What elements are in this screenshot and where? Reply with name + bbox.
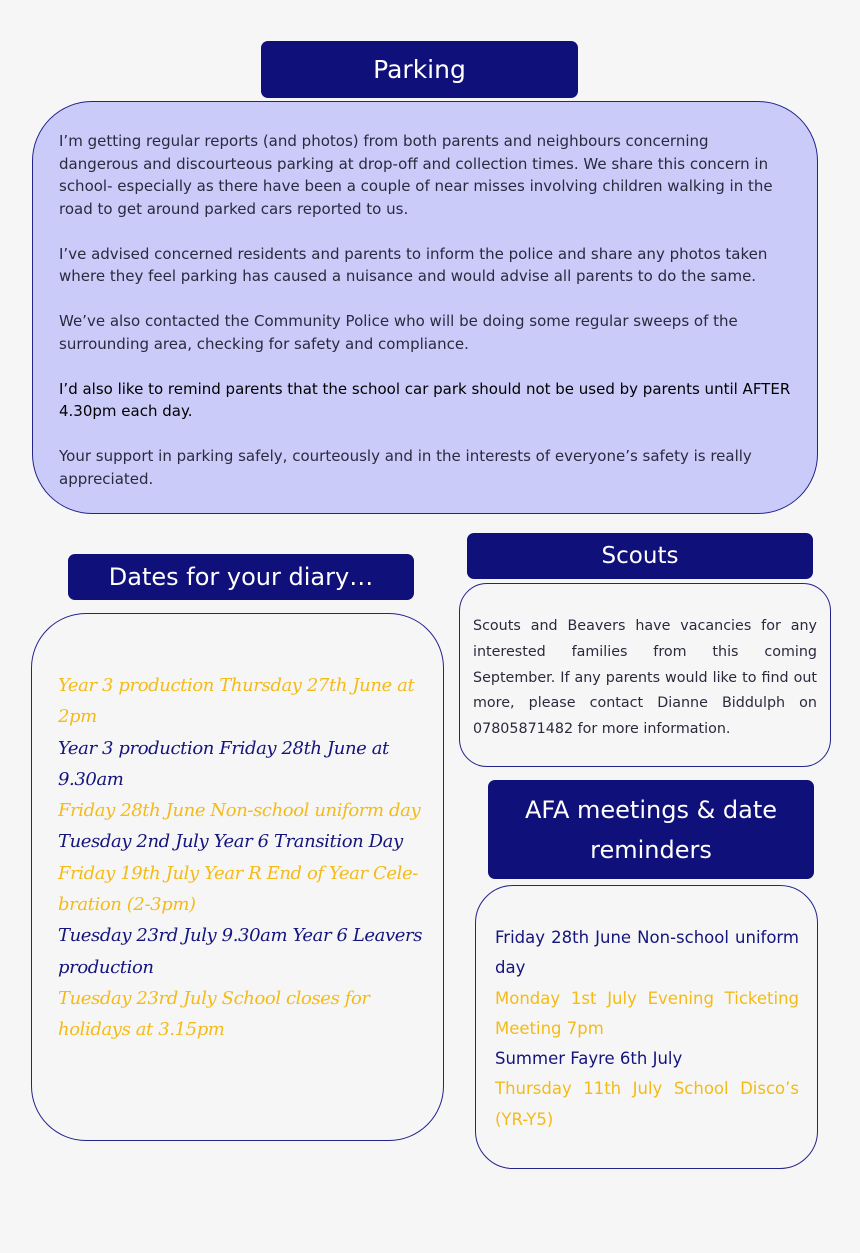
afa-item: Summer Fayre 6th July bbox=[495, 1049, 683, 1069]
diary-item: Tuesday 23rd July School closes for holidays at 3.15pm bbox=[58, 987, 370, 1041]
parking-title: Parking bbox=[373, 55, 466, 84]
diary-item: Year 3 production Thursday 27th June at 2pm bbox=[58, 675, 415, 728]
scouts-heading bbox=[467, 533, 813, 579]
afa-item: Friday 28th June Non-school uniform day bbox=[495, 928, 799, 978]
parking-paragraph: Your support in parking safely, courteously and in the interests of everyone’s safety is really appreciated. bbox=[59, 447, 752, 488]
diary-item: Friday 19th July Year R End of Year Cele-bration (2-3pm) bbox=[58, 862, 418, 916]
afa-heading bbox=[488, 780, 814, 879]
parking-paragraph: I’m getting regular reports (and photos) from both parents and neighbours concerning dangerous and discourteous parking at drop-off and collection times. We share this concern in school- especially as there have been a couple of near misses involving children walking in the road to get around parked cars reported to us. bbox=[59, 132, 773, 218]
diary-panel bbox=[31, 613, 444, 1141]
diary-item: Tuesday 23rd July 9.30am Year 6 Leavers production bbox=[58, 925, 423, 978]
diary-item: Tuesday 2nd July Year 6 Transition Day bbox=[58, 831, 403, 853]
afa-item: Monday 1st July Evening Ticketing Meeting 7pm bbox=[495, 988, 799, 1038]
scouts-text: Scouts and Beavers have vacancies for any interested families from this coming September. If any parents would like to find out more, please contact Dianne Biddulph on 07805871482 for more information. bbox=[473, 618, 817, 738]
scouts-panel bbox=[459, 583, 831, 767]
diary-item: Friday 28th June Non-school uniform day bbox=[58, 800, 421, 822]
parking-heading bbox=[261, 41, 578, 98]
parking-paragraph: I’ve advised concerned residents and parents to inform the police and share any photos taken where they feel parking has caused a nuisance and would advise all parents to do the same. bbox=[59, 244, 768, 285]
parking-reminder: I’d also like to remind parents that the school car park should not be used by parents until AFTER 4.30pm each day. bbox=[59, 379, 791, 420]
diary-title: Dates for your diary… bbox=[108, 563, 374, 591]
afa-title: AFA meetings & date reminders bbox=[524, 795, 778, 864]
diary-item: Year 3 production Friday 28th June at 9.30am bbox=[58, 737, 389, 790]
afa-panel bbox=[475, 885, 818, 1169]
afa-item: Thursday 11th July School Disco’s (YR-Y5) bbox=[495, 1079, 799, 1129]
parking-panel bbox=[32, 101, 818, 514]
diary-heading bbox=[68, 554, 414, 600]
scouts-title: Scouts bbox=[601, 543, 679, 569]
parking-paragraph: We’ve also contacted the Community Police who will be doing some regular sweeps of the surrounding area, checking for safety and compliance. bbox=[59, 312, 738, 353]
